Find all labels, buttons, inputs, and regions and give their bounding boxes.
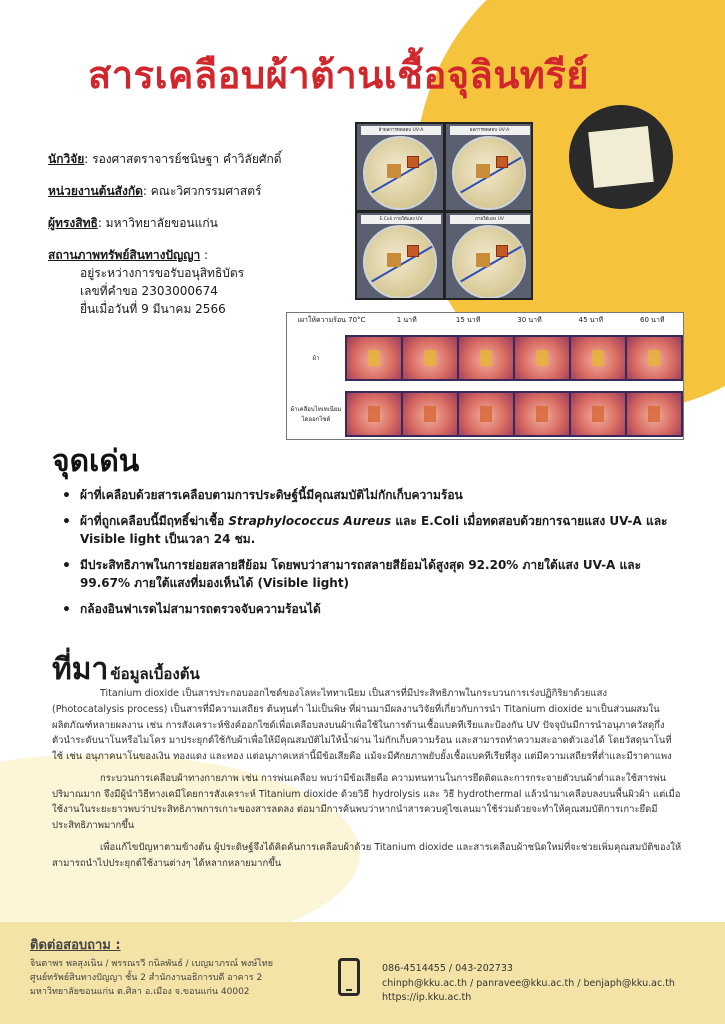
- header-cell: 30 นาที: [517, 315, 542, 324]
- plate-caption: E.Coli ภายใต้แสง UV: [361, 215, 441, 224]
- highlight-item: • ผ้าที่ถูกเคลือบนี้มีฤทธิ์ฆ่าเชื้อ Straphylococcus Aureus และ E.Coli เมื่อทดสอบด้วยการฉายแสง UV-A และ Visible light เป็นเวลา 24 ชม.: [62, 512, 682, 549]
- header-cell: 15 นาที: [455, 315, 481, 324]
- header-cell: 60 นาที: [640, 315, 665, 324]
- thermal-image: [515, 393, 569, 435]
- thermal-image: [571, 393, 625, 435]
- ip-filing-date: ยื่นเมื่อวันที่ 9 มีนาคม 2566: [80, 302, 226, 316]
- highlights-list: [62, 486, 682, 626]
- petri-dish-photo: [357, 124, 443, 210]
- body-paragraph: กระบวนการเคลือบผ้าทางกายภาพ เช่น การพ่นเคลือบ พบว่ามีข้อเสียคือ ความทนทานในการยึดติดและการกระจายตัวบนผ้าต่ำและใช้สารพ่นปริมาณมาก จึงมีผู้นำวิธีทางเคมีโดยการสังเคราะห์ Titanium dioxide ด้วยวิธี hydrolysis และ วิธี hydrothermal แล้วนำมาเคลือบลงบนพื้นผิวผ้า แต่เมื่อใช้งานในระยะยาวพบว่าประสิทธิภาพการเกาะของสารลดลง ต่อมามีการค้นพบว่าหากนำสารควบคู่ไซเลนมาใช้ร่วมด้วยจะทำให้คุณสมบัติการเกาะยึดมีประสิทธิภาพมากขึ้น: [52, 772, 681, 832]
- thermal-image: [571, 337, 625, 379]
- thermal-test-figure: [286, 312, 684, 440]
- thermal-image: [403, 393, 457, 435]
- thermal-image: [459, 337, 513, 379]
- page-title: สารเคลือบผ้าต้านเชื้อจุลินทรีย์: [88, 53, 590, 97]
- highlights-heading: จุดเด่น: [52, 444, 140, 479]
- row-label: ผ้าเคลือบไทเทเนียม ไดออกไซด์: [290, 406, 342, 423]
- ip-status-colon: :: [200, 248, 209, 262]
- origin-heading-small: ข้อมูลเบื้องต้น: [110, 665, 200, 683]
- thermal-image: [347, 393, 401, 435]
- header-cell: เผาให้ความร้อน 70°C: [297, 315, 366, 324]
- invention-info: [48, 150, 348, 332]
- contact-line: ศูนย์ทรัพย์สินทางปัญญา ชั้น 2 สำนักงานอธิการบดี อาคาร 2: [30, 972, 263, 983]
- body-paragraph: Titanium dioxide เป็นสารประกอบออกไซด์ของโลหะไททาเนียม เป็นสารที่มีประสิทธิภาพในกระบวนการเร่งปฏิกิริยาด้วยแสง (Photocatalysis process) เป็นสารที่มีความเสถียร ต้นทุนต่ำ ไม่เป็นพิษ ที่ผ่านมามีผลงานวิจัยที่เกี่ยวกับการนำ Titanium dioxide มาเป็นส่วนผสมในผลิตภัณฑ์หลายผลงาน เช่น การสังเคราะห์ซิงค์ออกไซด์เพื่อเคลือบลงบนผ้าเพื่อใช้ในการต้านเชื้อแบคทีเรียและป้องกัน UV ปัจจุบันมีการนำอนุภาควัสดุกึ่งตัวนำระดับนาโนหรือไมโคร มาประยุกต์ใช้กับผ้าเพื่อให้มีคุณสมบัติไม่ให้น้ำผ่าน ไม่กักเก็บความร้อน และสามารถทำความสะอาดตัวเองได้ โดยวัสดุนาโนที่ใช้ เช่น อนุภาคนาโนของเงิน ทองแดง และทอง แต่อนุภาคเหล่านี้มีข้อเสียคือ แม้จะมีศักยภาพยับยั้งเชื้อแบคทีเรียที่สูง แต่มีความเสถียรที่ต่ำและมีราคาแพง: [52, 688, 672, 763]
- ip-application-number: เลขที่คำขอ 2303000674: [80, 284, 218, 298]
- petri-dish-photos: [355, 122, 533, 300]
- agency-label: หน่วยงานต้นสังกัด: [48, 184, 143, 198]
- highlight-item: • ผ้าที่เคลือบด้วยสารเคลือบตามการประดิษฐ์นี้มีคุณสมบัติไม่กักเก็บความร้อน: [62, 486, 682, 505]
- thermal-image: [627, 337, 681, 379]
- researcher-row: [48, 150, 348, 168]
- owner-value: : มหาวิทยาลัยขอนแก่น: [97, 216, 218, 230]
- contact-heading: ติดต่อสอบถาม :: [30, 938, 121, 953]
- owner-row: [48, 214, 348, 232]
- body-paragraph: เพื่อแก้ไขปัญหาตามข้างต้น ผู้ประดิษฐ์จึงได้คิดค้นการเคลือบผ้าด้วย Titanium dioxide และสารเคลือบผ้าชนิดใหม่ที่จะช่วยเพิ่มคุณสมบัติของให้สามารถนำไปประยุกต์ใช้งานต่างๆ ได้หลากหลายมากขึ้น: [52, 841, 682, 869]
- ip-status-row: [48, 246, 348, 318]
- petri-dish-photo: [446, 213, 532, 299]
- agency-value: : คณะวิศวกรรมศาสตร์: [142, 184, 262, 198]
- petri-dish-photo: [357, 213, 443, 299]
- thermal-image: [459, 393, 513, 435]
- contact-line: จินตาพร พลสุงเนิน / พรรณรวี กนิลพันธ์ / เบญมาภรณ์ พงษ์ไทย: [30, 959, 273, 969]
- contact-line: มหาวิทยาลัยขอนแก่น ต.ศิลา อ.เมือง จ.ขอนแก่น 40002: [30, 986, 250, 997]
- petri-dish-photo: [446, 124, 532, 210]
- researcher-label: นักวิจัย: [48, 152, 85, 166]
- bacteria-name: Straphylococcus Aureus: [228, 513, 392, 528]
- thermal-test-header: [287, 313, 683, 327]
- contact-details: [382, 962, 675, 1006]
- website-link[interactable]: https://ip.kku.ac.th: [382, 992, 472, 1004]
- contact-names: [30, 958, 300, 1000]
- highlight-item: • มีประสิทธิภาพในการย่อยสลายสีย้อม โดยพบว่าสามารถสลายสีย้อมได้สูงสุด 92.20% ภายใต้แสง UV-A และ 99.67% ภายใต้แสงที่มองเห็นได้ (Visible light): [62, 556, 682, 593]
- contact-footer: [0, 922, 725, 1024]
- thermal-row: [287, 333, 683, 383]
- ip-status-label: สถานภาพทรัพย์สินทางปัญญา: [48, 248, 201, 262]
- origin-heading-big: ที่มา: [52, 652, 109, 687]
- thermal-image: [515, 337, 569, 379]
- origin-body: [52, 686, 682, 877]
- thermal-image: [347, 337, 401, 379]
- plate-caption: ผ้าผลการทดสอบ UV-A: [361, 126, 441, 135]
- agency-row: [48, 182, 348, 200]
- phone-numbers: 086-4514455 / 043-202733: [382, 963, 513, 974]
- highlight-item: • กล้องอินฟาเรดไม่สามารถตรวจจับความร้อนได้: [62, 600, 682, 619]
- owner-label: ผู้ทรงสิทธิ: [48, 216, 98, 230]
- header-cell: 1 นาที: [396, 315, 417, 324]
- header-cell: 45 นาที: [578, 315, 604, 324]
- fabric-sample-photo: [562, 98, 680, 216]
- phone-icon: [338, 958, 360, 996]
- plate-caption: ภายใต้แสง UV: [450, 215, 530, 224]
- coated-fabric-image: [588, 126, 654, 188]
- plate-caption: ผลการทดสอบ UV-A: [450, 126, 530, 135]
- researcher-value: : รองศาสตราจารย์ชนิษฐา คำวิลัยศักดิ์: [84, 152, 282, 166]
- row-label: ผ้า: [312, 355, 320, 362]
- thermal-image: [403, 337, 457, 379]
- thermal-row: [287, 389, 683, 439]
- email-addresses[interactable]: chinph@kku.ac.th / panravee@kku.ac.th / benjaph@kku.ac.th: [382, 977, 675, 989]
- thermal-image: [627, 393, 681, 435]
- ip-status-line: อยู่ระหว่างการขอรับอนุสิทธิบัตร: [80, 266, 245, 280]
